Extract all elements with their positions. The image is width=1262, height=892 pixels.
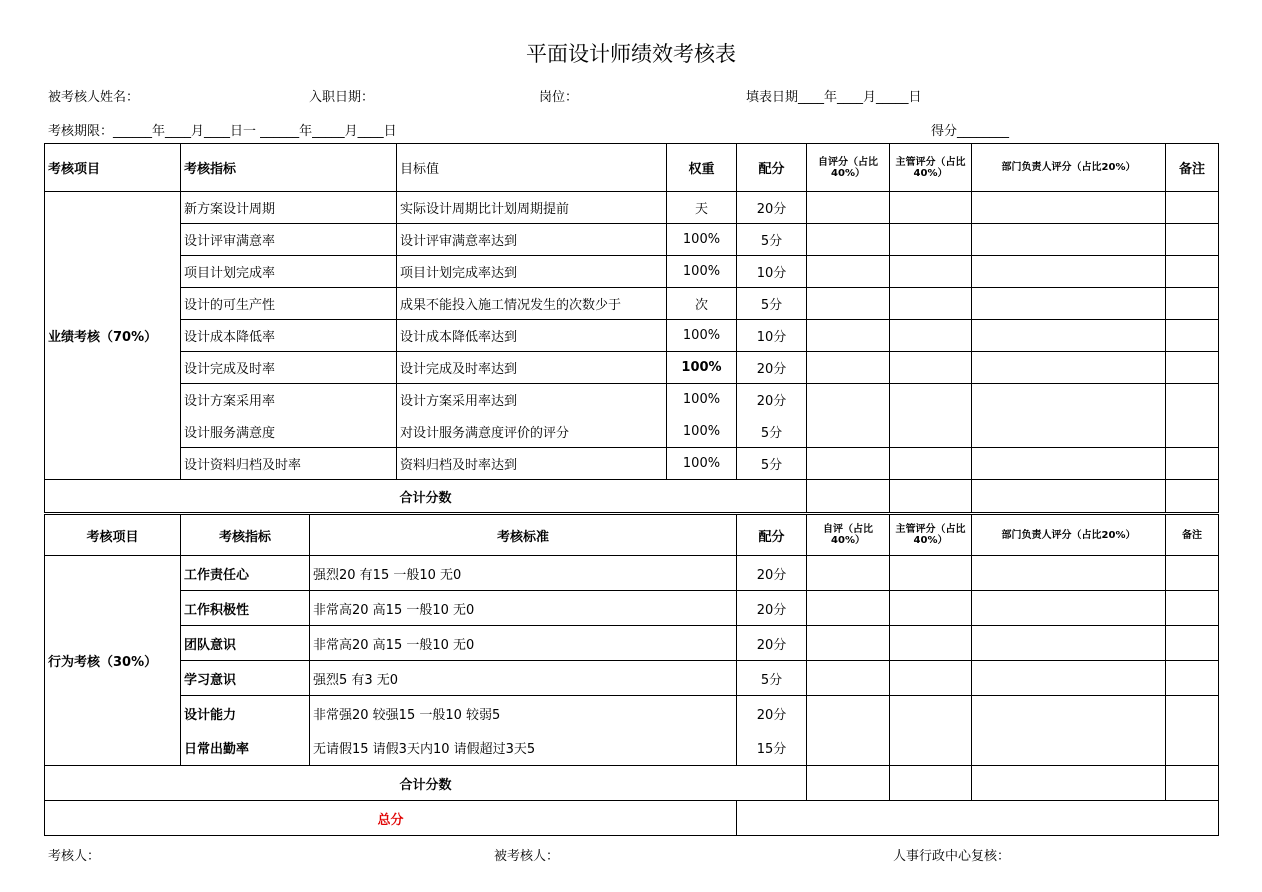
beh-header-dept: 部门负责人评分（占比20%） [972,515,1166,556]
page-title: 平面设计师绩效考核表 [526,42,736,66]
dept-score-cell[interactable] [972,626,1166,661]
self-score-cell[interactable] [807,696,890,731]
self-score-cell[interactable] [807,320,890,352]
note-subtotal-cell[interactable] [1166,766,1219,801]
perf-indicator: 新方案设计周期 [181,192,397,224]
perf-subtotal-label: 合计分数 [45,480,807,513]
perf-indicator: 设计方案采用率 [181,384,397,416]
supervisor-score-cell[interactable] [890,320,972,352]
note-cell[interactable] [1166,224,1219,256]
post-label: 岗位： [539,90,579,105]
perf-target: 设计成本降低率达到 [397,320,667,352]
beh-indicator: 工作责任心 [181,556,310,591]
note-cell[interactable] [1166,591,1219,626]
table-row [45,192,1219,224]
dept-subtotal-cell[interactable] [972,766,1166,801]
perf-points: 20分 [737,352,807,384]
supervisor-subtotal-cell[interactable] [890,766,972,801]
supervisor-score-cell[interactable] [890,661,972,696]
perf-target: 实际设计周期比计划周期提前 [397,192,667,224]
perf-header-self: 自评分（占比40%） [807,144,890,192]
note-cell[interactable] [1166,320,1219,352]
beh-header-self: 自评（占比40%） [807,515,890,556]
assessee-label: 被考核人： [494,849,560,864]
beh-indicator: 日常出勤率 [181,731,310,766]
note-cell[interactable] [1166,696,1219,731]
beh-points: 20分 [737,556,807,591]
dept-score-cell[interactable] [972,696,1166,731]
beh-points: 15分 [737,731,807,766]
beh-header-item: 考核项目 [45,515,181,556]
table-row [45,320,1219,352]
perf-points: 20分 [737,192,807,224]
dept-subtotal-cell[interactable] [972,480,1166,513]
hr-review-label: 人事行政中心复核： [893,849,1011,864]
dept-score-cell[interactable] [972,416,1166,448]
note-cell[interactable] [1166,192,1219,224]
self-score-cell[interactable] [807,384,890,416]
perf-target: 项目计划完成率达到 [397,256,667,288]
table-row [45,224,1219,256]
perf-points: 5分 [737,448,807,480]
beh-standard: 非常高20 高15 一般10 无0 [310,591,737,626]
table-row [45,696,1219,731]
supervisor-score-cell[interactable] [890,448,972,480]
dept-score-cell[interactable] [972,320,1166,352]
perf-target: 资料归档及时率达到 [397,448,667,480]
self-score-cell[interactable] [807,288,890,320]
supervisor-score-cell[interactable] [890,416,972,448]
note-cell[interactable] [1166,556,1219,591]
perf-points: 10分 [737,256,807,288]
assessor-label: 考核人： [48,849,101,864]
self-score-cell[interactable] [807,192,890,224]
table-row [45,626,1219,661]
table-row [45,256,1219,288]
beh-header-supervisor: 主管评分（占比40%） [890,515,972,556]
perf-indicator: 设计评审满意率 [181,224,397,256]
note-cell[interactable] [1166,288,1219,320]
table-row [45,448,1219,480]
supervisor-score-cell[interactable] [890,352,972,384]
fill-date-label: 填表日期____年____月_____日 [746,90,922,105]
beh-standard: 非常强20 较强15 一般10 较弱5 [310,696,737,731]
beh-standard: 非常高20 高15 一般10 无0 [310,626,737,661]
perf-weight: 100% [667,256,737,288]
note-cell[interactable] [1166,256,1219,288]
perf-points: 10分 [737,320,807,352]
note-cell[interactable] [1166,416,1219,448]
supervisor-score-cell[interactable] [890,626,972,661]
perf-weight: 100% [667,448,737,480]
dept-score-cell[interactable] [972,661,1166,696]
table-row [45,731,1219,766]
perf-points: 20分 [737,384,807,416]
perf-weight: 100% [667,352,737,384]
supervisor-score-cell[interactable] [890,288,972,320]
behavior-table [44,514,1219,836]
perf-indicator: 设计的可生产性 [181,288,397,320]
perf-points: 5分 [737,288,807,320]
self-score-cell[interactable] [807,256,890,288]
supervisor-score-cell[interactable] [890,384,972,416]
supervisor-score-cell[interactable] [890,256,972,288]
perf-header-target: 目标值 [397,144,667,192]
self-score-cell[interactable] [807,661,890,696]
dept-score-cell[interactable] [972,256,1166,288]
self-score-cell[interactable] [807,556,890,591]
perf-target: 对设计服务满意度评价的评分 [397,416,667,448]
total-row [45,801,1219,836]
self-score-cell[interactable] [807,731,890,766]
dept-score-cell[interactable] [972,448,1166,480]
perf-target: 设计方案采用率达到 [397,384,667,416]
beh-indicator: 工作积极性 [181,591,310,626]
beh-header-points: 配分 [737,515,807,556]
note-cell[interactable] [1166,661,1219,696]
perf-points: 5分 [737,224,807,256]
dept-score-cell[interactable] [972,556,1166,591]
note-subtotal-cell[interactable] [1166,480,1219,513]
total-label: 总分 [45,801,737,836]
self-score-cell[interactable] [807,416,890,448]
supervisor-score-cell[interactable] [890,591,972,626]
beh-header-indicator: 考核指标 [181,515,310,556]
perf-header-indicator: 考核指标 [181,144,397,192]
perf-group-label: 业绩考核（70%） [45,192,181,480]
perf-header-points: 配分 [737,144,807,192]
perf-header-item: 考核项目 [45,144,181,192]
supervisor-subtotal-cell[interactable] [890,480,972,513]
supervisor-score-cell[interactable] [890,556,972,591]
self-score-cell[interactable] [807,448,890,480]
supervisor-score-cell[interactable] [890,224,972,256]
perf-indicator: 项目计划完成率 [181,256,397,288]
table-row [45,352,1219,384]
beh-subtotal-row [45,766,1219,801]
perf-indicator: 设计资料归档及时率 [181,448,397,480]
supervisor-score-cell[interactable] [890,696,972,731]
beh-header-note: 备注 [1166,515,1219,556]
performance-table [44,143,1219,513]
table-row [45,556,1219,591]
dept-score-cell[interactable] [972,224,1166,256]
note-cell[interactable] [1166,626,1219,661]
note-cell[interactable] [1166,352,1219,384]
beh-standard: 无请假15 请假3天内10 请假超过3天5 [310,731,737,766]
perf-header-supervisor: 主管评分（占比40%） [890,144,972,192]
beh-points: 20分 [737,591,807,626]
score-label: 得分________ [931,124,1010,139]
dept-score-cell[interactable] [972,192,1166,224]
perf-target: 设计评审满意率达到 [397,224,667,256]
entry-date-label: 入职日期： [309,90,375,105]
perf-weight: 100% [667,224,737,256]
perf-header-dept: 部门负责人评分（占比20%） [972,144,1166,192]
table-row [45,416,1219,448]
self-subtotal-cell[interactable] [807,766,890,801]
beh-standard: 强烈5 有3 无0 [310,661,737,696]
beh-subtotal-label: 合计分数 [45,766,807,801]
perf-indicator: 设计完成及时率 [181,352,397,384]
beh-group-label: 行为考核（30%） [45,556,181,766]
note-cell[interactable] [1166,448,1219,480]
beh-standard: 强烈20 有15 一般10 无0 [310,556,737,591]
self-score-cell[interactable] [807,591,890,626]
dept-score-cell[interactable] [972,591,1166,626]
beh-indicator: 设计能力 [181,696,310,731]
table-row [45,288,1219,320]
dept-score-cell[interactable] [972,384,1166,416]
perf-weight: 100% [667,416,737,448]
supervisor-score-cell[interactable] [890,731,972,766]
total-value-cell[interactable] [737,801,1219,836]
perf-header-note: 备注 [1166,144,1219,192]
table-row [45,384,1219,416]
perf-indicator: 设计服务满意度 [181,416,397,448]
note-cell[interactable] [1166,731,1219,766]
self-score-cell[interactable] [807,352,890,384]
table-row [45,661,1219,696]
assessee-name-label: 被考核人姓名： [48,90,140,105]
beh-header-row [45,515,1219,556]
dept-score-cell[interactable] [972,288,1166,320]
perf-header-row [45,144,1219,192]
dept-score-cell[interactable] [972,352,1166,384]
perf-weight: 天 [667,192,737,224]
beh-points: 20分 [737,626,807,661]
supervisor-score-cell[interactable] [890,192,972,224]
beh-indicator: 团队意识 [181,626,310,661]
perf-weight: 100% [667,320,737,352]
perf-weight: 次 [667,288,737,320]
beh-points: 5分 [737,661,807,696]
perf-points: 5分 [737,416,807,448]
perf-weight: 100% [667,384,737,416]
self-score-cell[interactable] [807,626,890,661]
note-cell[interactable] [1166,384,1219,416]
dept-score-cell[interactable] [972,731,1166,766]
table-row [45,591,1219,626]
perf-target: 成果不能投入施工情况发生的次数少于 [397,288,667,320]
self-score-cell[interactable] [807,224,890,256]
beh-header-standard: 考核标准 [310,515,737,556]
perf-subtotal-row [45,480,1219,513]
beh-points: 20分 [737,696,807,731]
self-subtotal-cell[interactable] [807,480,890,513]
perf-indicator: 设计成本降低率 [181,320,397,352]
beh-indicator: 学习意识 [181,661,310,696]
perf-target: 设计完成及时率达到 [397,352,667,384]
perf-header-weight: 权重 [667,144,737,192]
assessment-period-label: 考核期限：______年____月____日一 ______年_____月____日 [48,124,397,139]
